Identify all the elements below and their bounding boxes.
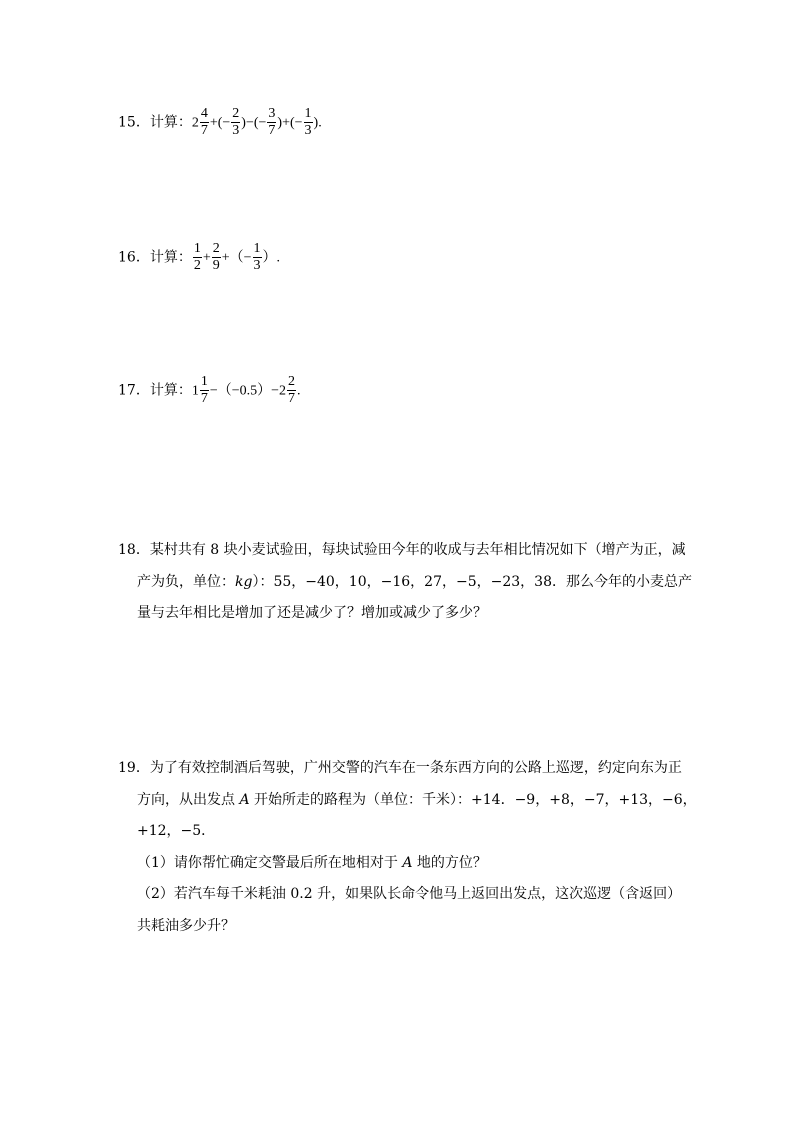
mixed-whole: 2 (191, 115, 199, 131)
question-label: 计算： (149, 382, 192, 399)
question-18-line-1 (118, 540, 686, 560)
question-label: 计算： (149, 114, 192, 131)
question-number: 15． (118, 114, 150, 131)
unit-text: kg (235, 574, 253, 590)
question-label: 计算： (149, 249, 192, 266)
point-label: A (402, 855, 413, 871)
mixed-whole: 1 (191, 383, 199, 399)
question-text: 某村共有 8 块小麦试验田，每块试验田今年的收成与去年相比情况如下（增产为正，减 (149, 542, 686, 558)
fraction: $\frac{2}{7}$ (288, 374, 296, 406)
fraction: $\frac{1}{3}$ (253, 241, 261, 273)
fraction: $\frac{1}{2}$ (193, 241, 201, 273)
question-17: 17．计算：1 $\frac{1}{7}$ −（−0.5）−2 $\frac{2}{7}$ . (118, 374, 301, 406)
question-19-sub-1: （1）请你帮忙确定交警最后所在地相对于 A 地的方位？ (137, 855, 487, 871)
question-19-sub-2-cont: 共耗油多少升？ (137, 918, 235, 934)
fraction: $\frac{1}{3}$ (304, 106, 312, 138)
question-19-line-2: 方向，从出发点 A 开始所走的路程为（单位：千米）：+14．−9，+8，−7，+13，−6， (137, 792, 697, 808)
question-number: 19． (118, 760, 150, 776)
point-label: A (239, 792, 250, 808)
question-number: 16． (118, 249, 150, 266)
question-number: 18． (118, 542, 150, 558)
fraction: $\frac{2}{9}$ (212, 241, 220, 273)
question-15: 15．计算：2 $\frac{4}{7}$ +(− $\frac{2}{3}$ )−(− $\frac{3}{7}$ )+(− $\frac{1}{3}$ ). (118, 106, 322, 138)
question-19-sub-2: （2）若汽车每千米耗油 0.2 升，如果队长命令他马上返回出发点，这次巡逻（含返回） (137, 886, 682, 902)
fraction: $\frac{1}{7}$ (200, 374, 208, 406)
question-18-line-2: 产为负，单位：kg）：55，−40，10，−16，27，−5，−23，38．那么今年的小麦总产 (137, 574, 692, 590)
question-18-line-3: 量与去年相比是增加了还是减少了？增加或减少了多少？ (137, 605, 487, 621)
question-19-line-3: +12，−5． (137, 823, 216, 839)
fraction: $\frac{2}{3}$ (232, 106, 240, 138)
fraction: $\frac{4}{7}$ (200, 106, 208, 138)
fraction: $\frac{3}{7}$ (268, 106, 276, 138)
question-16: 16．计算： $\frac{1}{2}$ + $\frac{2}{9}$ +（− $\frac{1}{3}$ ）. (118, 241, 281, 273)
question-19-line-1 (118, 758, 682, 778)
question-number: 17． (118, 382, 150, 399)
question-text: 为了有效控制酒后驾驶，广州交警的汽车在一条东西方向的公路上巡逻，约定向东为正 (149, 760, 682, 776)
